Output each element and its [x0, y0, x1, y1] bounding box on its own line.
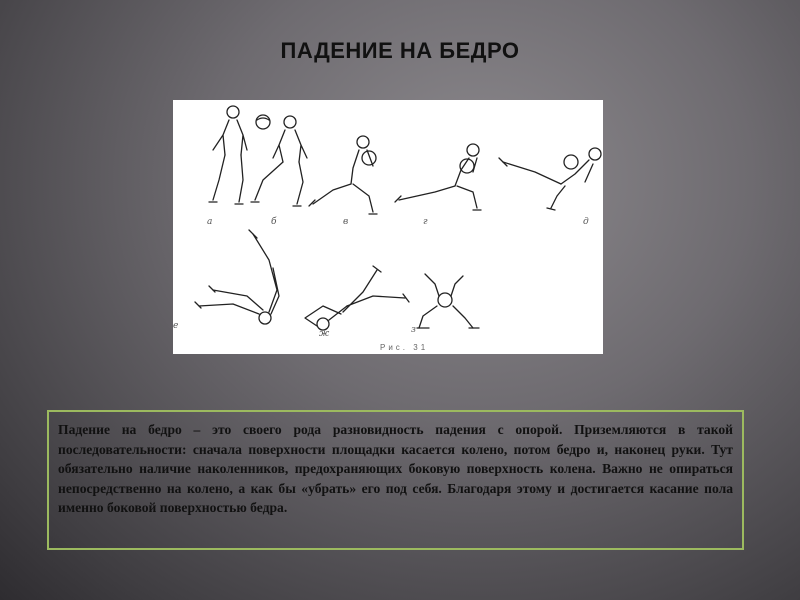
figure-v: [309, 136, 377, 214]
figure-caption: Рис. 31: [380, 343, 429, 352]
figure-label-3: г: [423, 217, 428, 227]
fall-sequence-illustration: [173, 100, 603, 354]
figure-zh: [305, 266, 409, 330]
figure-z: [417, 274, 479, 328]
figure-label-7: з: [411, 325, 416, 335]
figure-label-1: б: [271, 217, 277, 227]
figure-b: [251, 116, 307, 206]
figure-a: [209, 106, 270, 204]
description-box: [47, 410, 744, 550]
figure-label-0: а: [207, 217, 213, 227]
figure-label-6: ж: [319, 329, 330, 339]
figure-d: [499, 148, 601, 210]
fall-sequence-drawing: [173, 100, 603, 354]
figure-e: [195, 230, 279, 324]
figure-label-2: в: [343, 217, 349, 227]
description-text: Падение на бедро – это своего рода разновидность падения с опорой. Приземляются в такой последовательности: сначала поверхности площадки касается колено, потом бедро и, наконец руки. Тут обязательно наличие наколенников, предохраняющих боковую поверхность колена. Важно не опираться непосредственно на колено, а как бы «убрать» его под себя. Благодаря этому и достигается касание пола именно боковой поверхностью бедра.: [58, 422, 733, 515]
figure-label-4: д: [583, 217, 589, 227]
figure-label-5: е: [173, 321, 179, 331]
slide-title: ПАДЕНИЕ НА БЕДРО: [280, 38, 520, 63]
figure-g: [395, 144, 481, 210]
